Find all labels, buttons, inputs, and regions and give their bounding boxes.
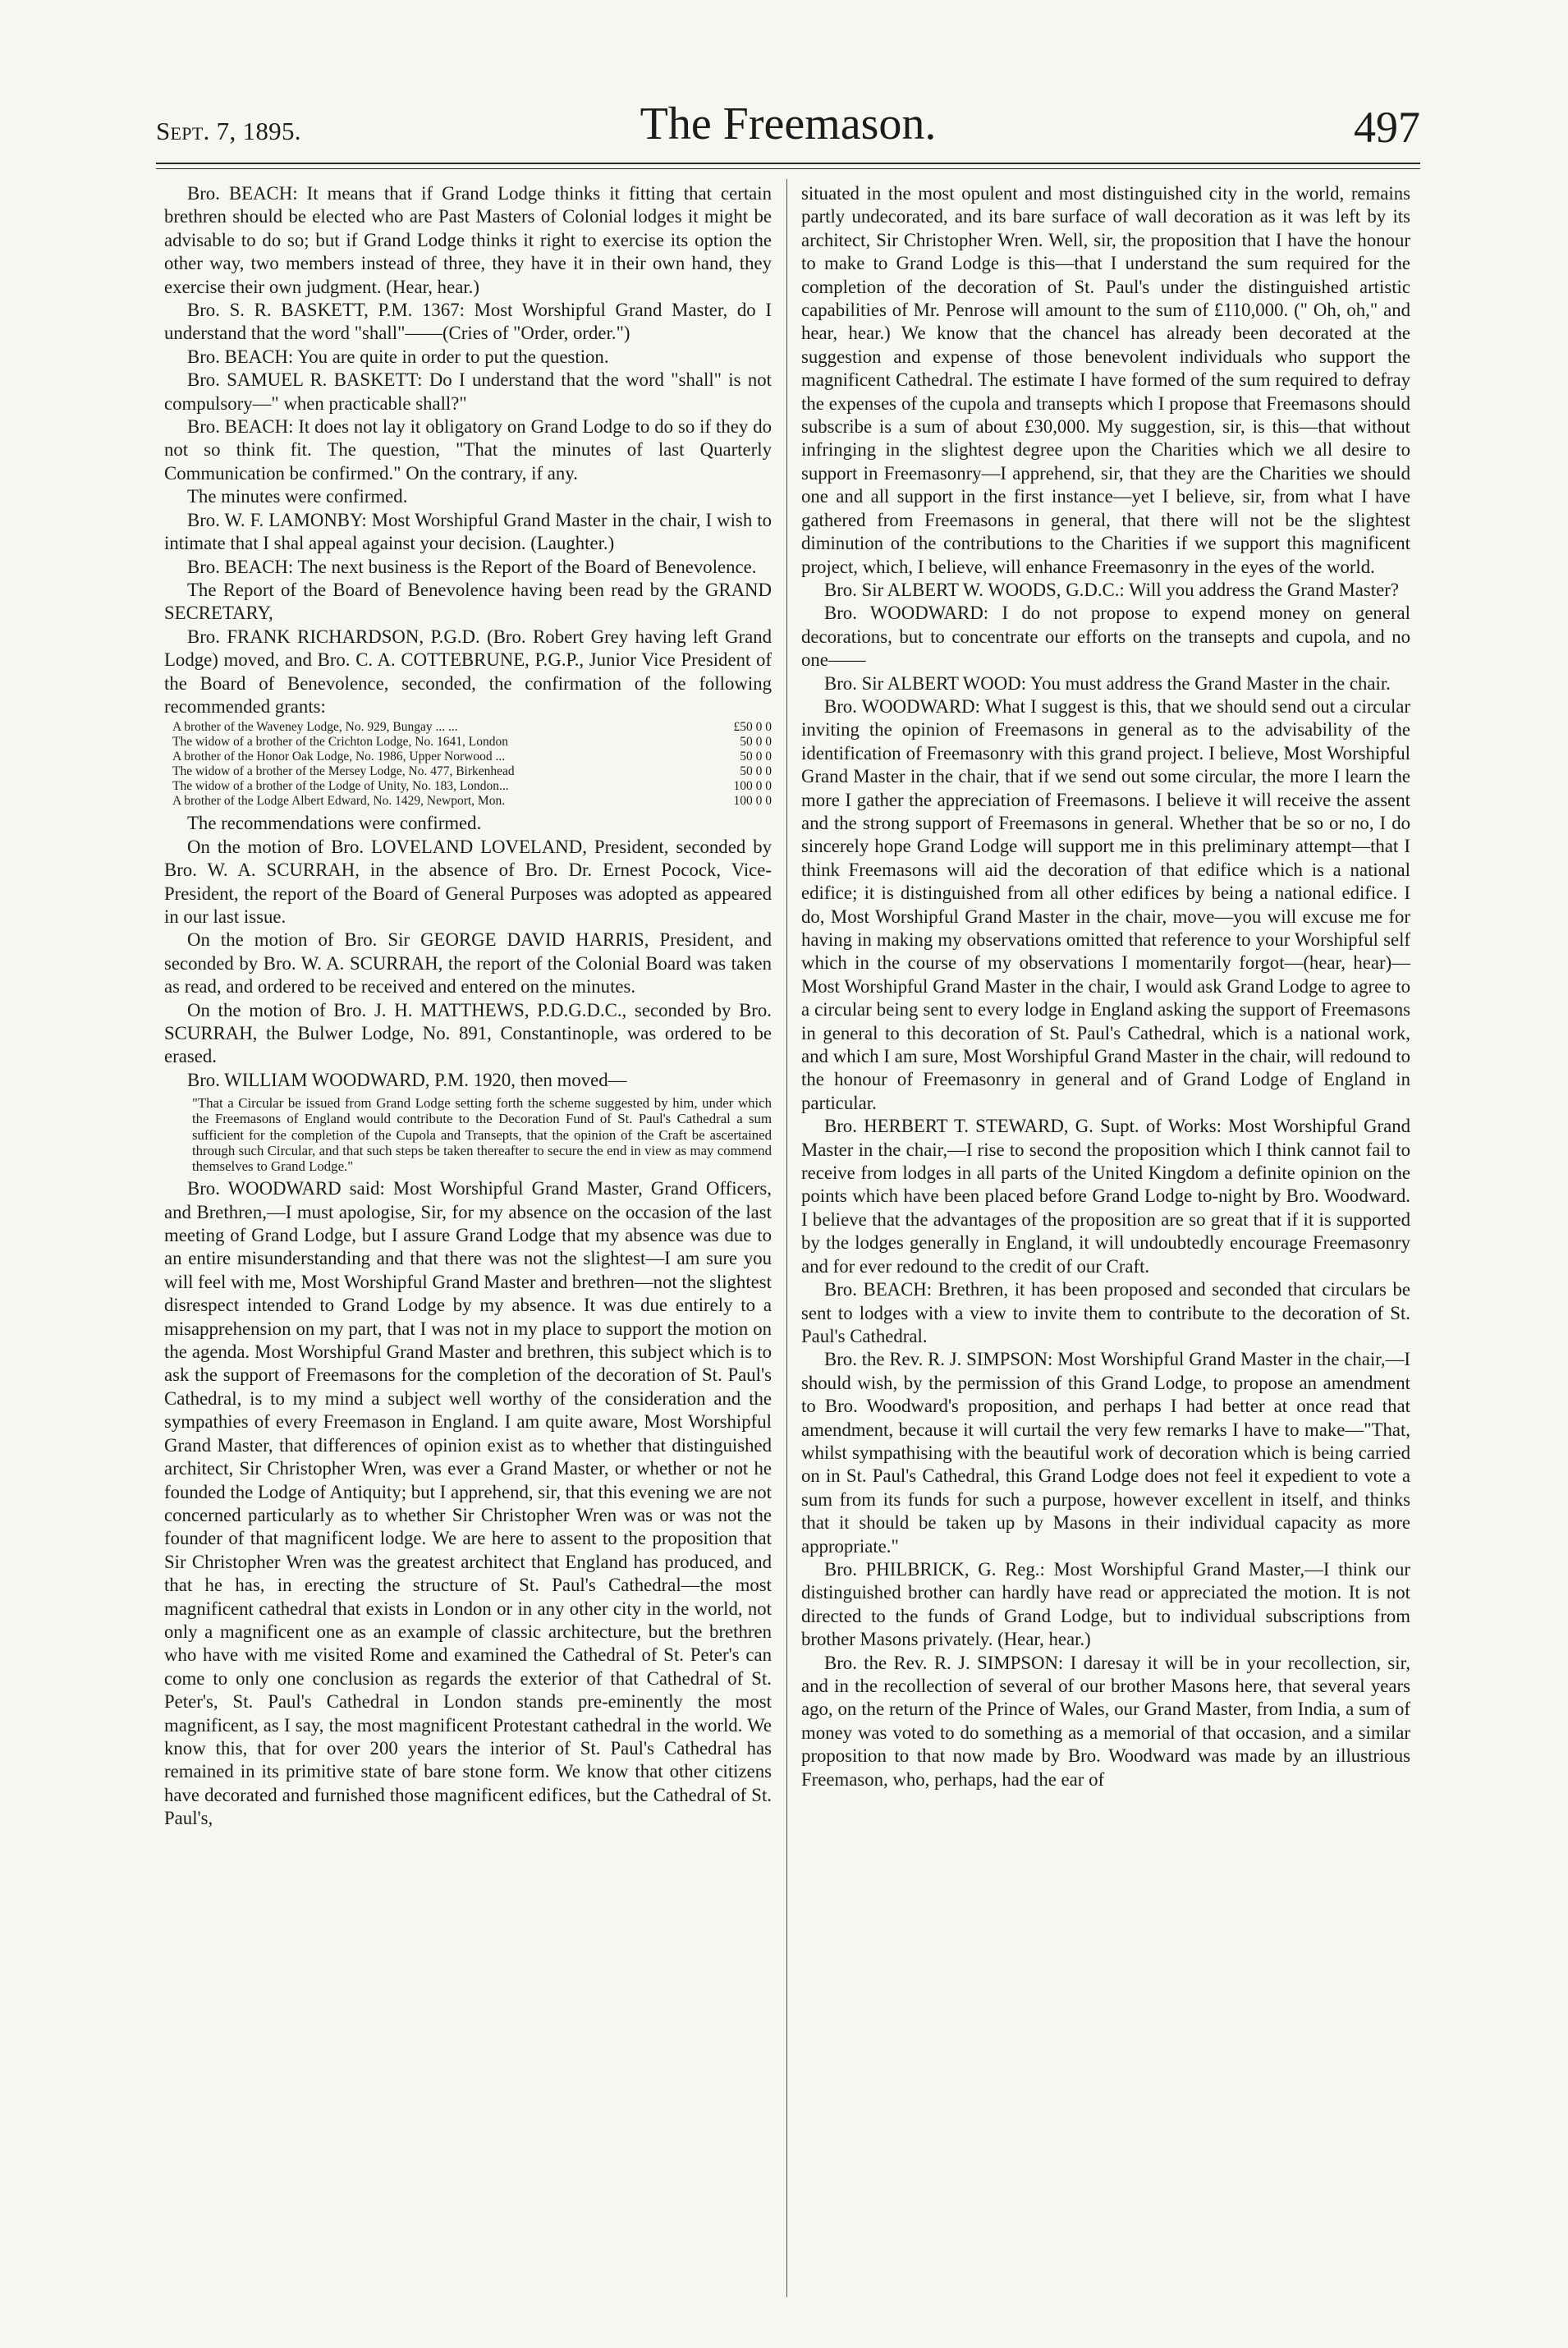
paragraph: Bro. BEACH: The next business is the Report of the Board of Benevolence.: [187, 556, 757, 577]
paragraph: On the motion of Bro. Sir GEORGE DAVID HARRIS, President, and seconded by Bro. W. A. SCURRAH, the report of the Colonial Board was taken as read, and ordered to be received and entered on the minutes.: [164, 929, 772, 997]
paragraph: Bro. the Rev. R. J. SIMPSON: I daresay it will be in your recollection, sir, and in the recollection of several of our brother Masons here, that several years ago, on the return of the Prince of Wales, our Grand Master, from India, a sum of money was voted to do something as a memorial of that occasion, and a similar proposition to that now made by Bro. Woodward was made by an illustrious Freemason, who, perhaps, had the ear of: [801, 1652, 1410, 1790]
grant-description: A brother of the Waveney Lodge, No. 929, Bungay ... ...: [172, 720, 458, 735]
header-rule-thin: [156, 168, 1420, 169]
paragraph: Bro. the Rev. R. J. SIMPSON: Most Worshipful Grand Master in the chair,—I should wish, by the permission of this Grand Lodge, to propose an amendment to Bro. Woodward's proposition, and perhaps I had better at once read that amendment, because it will curtail the very few remarks I have to make—"That, whilst sympathising with the beautiful work of decoration which is being carried on in St. Paul's Cathedral, this Grand Lodge does not feel it expedient to vote a sum from its funds for such a purpose, however excellent in itself, and thinks that it should be taken up by Masons in their individual capacity as more appropriate.": [801, 1349, 1410, 1557]
column-divider: [786, 179, 787, 2297]
grant-amount: £50 0 0: [733, 720, 772, 735]
issue-date: Sept. 7, 1895.: [156, 117, 301, 145]
newspaper-title: The Freemason.: [640, 99, 937, 149]
grant-amount: 50 0 0: [740, 750, 772, 764]
paragraph: Bro. PHILBRICK, G. Reg.: Most Worshipful Grand Master,—I think our distinguished brother can hardly have read or appreciated the motion. It is not directed to the funds of Grand Lodge, but to individual subscriptions from brother Masons privately. (Hear, hear.): [801, 1558, 1410, 1650]
masthead: [156, 97, 1420, 154]
grant-row: [172, 764, 772, 779]
grant-description: The widow of a brother of the Mersey Lodge, No. 477, Birkenhead: [172, 764, 515, 779]
paragraph: Bro. W. F. LAMONBY: Most Worshipful Grand Master in the chair, I wish to intimate that I shal appeal against your decision. (Laughter.): [164, 509, 772, 554]
header-rule: [156, 163, 1420, 164]
grant-row: [172, 720, 772, 735]
left-column: [164, 182, 772, 1831]
paragraph: On the motion of Bro. J. H. MATTHEWS, P.D.G.D.C., seconded by Bro. SCURRAH, the Bulwer Lodge, No. 891, Constantinople, was ordered to be erased.: [164, 999, 772, 1067]
paragraph: Bro. S. R. BASKETT, P.M. 1367: Most Worshipful Grand Master, do I understand that the word "shall"——(Cries of "Order, order."): [164, 300, 772, 344]
grants-list: [172, 720, 772, 809]
grant-row: [172, 735, 772, 750]
paragraph: Bro. BEACH: Brethren, it has been proposed and seconded that circulars be sent to lodges with a view to invite them to contribute to the decoration of St. Paul's Cathedral.: [801, 1279, 1410, 1346]
paragraph: Bro. WOODWARD said: Most Worshipful Grand Master, Grand Officers, and Brethren,—I must apologise, Sir, for my absence on the occasion of the last meeting of Grand Lodge, but I assure Grand Lodge that my absence was due to an entire misunderstanding and that there was not the slightest—I am sure you will feel with me, Most Worshipful Grand Master and brethren—not the slightest disrespect intended to Grand Lodge by my absence. It was due entirely to a misapprehension on my part, that I was not in my place to support the motion on the agenda. Most Worshipful Grand Master and brethren, this subject which is to ask the support of Freemasons for the completion of the decoration of St. Paul's Cathedral, is to my mind a subject well worthy of the consideration and the sympathies of every Freemason in England. I am quite aware, Most Worshipful Grand Master, that differences of opinion exist as to whether that distinguished architect, Sir Christopher Wren, was ever a Grand Master, or whether or not he founded the Lodge of Antiquity; but I apprehend, sir, that this evening we are not concerned particularly as to whether Sir Christopher Wren was or was not the founder of that magnificent lodge. We are here to assent to the proposition that Sir Christopher Wren was the greatest architect that England has produced, and that he has, in erecting the structure of St. Paul's Cathedral—the most magnificent cathedral that exists in London or in any other city in the world, not only a magnificent one as an example of classic architecture, but the brethren who have with me visited Rome and examined the Cathedral of St. Peter's can come to only one conclusion as regards the exterior of that Cathedral of St. Peter's, St. Paul's Cathedral in London stands pre-eminently the most magnificent, as I say, the most magnificent Protestant cathedral in the world. We know this, that for over 200 years the interior of St. Paul's Cathedral has remained in its primitive state of bare stone form. We know that other citizens have decorated and furnished those magnificent edifices, but the Cathedral of St. Paul's,: [164, 1178, 772, 1829]
grant-description: A brother of the Honor Oak Lodge, No. 1986, Upper Norwood ...: [172, 750, 506, 764]
grant-description: The widow of a brother of the Crichton Lodge, No. 1641, London: [172, 735, 508, 750]
grant-amount: 100 0 0: [733, 794, 772, 809]
page-number: 497: [1354, 103, 1420, 152]
resolution-quote: "That a Circular be issued from Grand Lodge setting forth the scheme suggested by him, under which the Freemasons of England would contribute to the Decoration Fund of St. Paul's Cathedral a sum sufficient for the completion of the Cupola and Transepts, that the opinion of the Craft be ascertained through such Circular, and that such steps be taken thereafter to secure the end in view as may commend themselves to Grand Lodge.": [192, 1095, 772, 1175]
grant-row: [172, 794, 772, 809]
grant-row: [172, 750, 772, 764]
paragraph: Bro. WOODWARD: What I suggest is this, that we should send out a circular inviting the opinion of Freemasons in general as to the advisability of the identification of Freemasonry with this grand project. I believe, Most Worshipful Grand Master in the chair, that if we send out some circular, the more I learn the more I gather the appreciation of Freemasons. I believe it will receive the assent and the strong support of Freemasons in general. Whether that be so or no, I do sincerely hope Grand Lodge will support me in this preliminary attempt—that I think Freemasons will aid the decoration of that edifice which is a national edifice; it is distinguished from all other edifices by being a national edifice. I do, Most Worshipful Grand Master in the chair, move—you will excuse me for having in making my observations omitted that reference to your Worshipful self which in the course of my observations I momentarily forgot—(hear, hear)—Most Worshipful Grand Master in the chair, I would ask Grand Lodge to agree to a circular being sent to every lodge in England asking the support of Freemasons in general to this decoration of St. Paul's Cathedral, which is a national work, and which I am sure, Most Worshipful Grand Master in the chair, will redound to the honour of Freemasonry in general and of Grand Lodge of England in particular.: [801, 695, 1410, 1113]
paragraph: The recommendations were confirmed.: [187, 813, 482, 834]
grant-description: A brother of the Lodge Albert Edward, No. 1429, Newport, Mon.: [172, 794, 506, 809]
grant-row: [172, 779, 772, 794]
paragraph: Bro. BEACH: It does not lay it obligatory on Grand Lodge to do so if they do not so think fit. The question, "That the minutes of last Quarterly Communication be confirmed." On the contrary, if any.: [164, 416, 772, 484]
right-column: [801, 182, 1410, 1791]
grant-amount: 50 0 0: [740, 735, 772, 750]
paragraph: situated in the most opulent and most distinguished city in the world, remains partly undecorated, and its bare surface of wall decoration as it was left by its architect, Sir Christopher Wren. Well, sir, the proposition that I have the honour to make to Grand Lodge is this—that I understand the sum required for the completion of the decoration of St. Paul's under the distinguished artistic capabilities of Mr. Penrose will amount to the sum of £110,000. (" Oh, oh," and hear, hear.) We know that the chancel has already been decorated at the suggestion and expense of those benevolent individuals who support the magnificent Cathedral. The estimate I have formed of the sum required to defray the expenses of the cupola and transepts which I propose that Freemasons should subscribe is a sum of about £30,000. My suggestion, sir, is this—that without infringing in the slightest degree upon the Charities which we all desire to support in Freemasonry—I apprehend, sir, that they are the Charities we should one and all support in the first instance—yet I believe, sir, from what I have gathered from Freemasons in general, that there will not be the slightest diminution of the contributions to the Charities if we support this magnificent project, which, I believe, will enhance Freemasonry in the eyes of the world.: [801, 183, 1410, 577]
paragraph: Bro. FRANK RICHARDSON, P.G.D. (Bro. Robert Grey having left Grand Lodge) moved, and Bro. C. A. COTTEBRUNE, P.G.P., Junior Vice President of the Board of Benevolence, seconded, the confirmation of the following recommended grants:: [164, 626, 772, 717]
paragraph: Bro. WOODWARD: I do not propose to expend money on general decorations, but to concentrate our efforts on the transepts and cupola, and no one——: [801, 603, 1410, 671]
paragraph: Bro. BEACH: You are quite in order to put the question.: [187, 346, 609, 367]
grant-amount: 50 0 0: [740, 764, 772, 779]
paragraph: The Report of the Board of Benevolence having been read by the GRAND SECRETARY,: [164, 579, 772, 624]
paragraph: Bro. Sir ALBERT W. WOODS, G.D.C.: Will you address the Grand Master?: [824, 579, 1399, 600]
grant-amount: 100 0 0: [733, 779, 772, 794]
paragraph: Bro. WILLIAM WOODWARD, P.M. 1920, then moved—: [187, 1069, 627, 1090]
paragraph: Bro. SAMUEL R. BASKETT: Do I understand that the word "shall" is not compulsory—" when practicable shall?": [164, 369, 772, 414]
paragraph: Bro. HERBERT T. STEWARD, G. Supt. of Works: Most Worshipful Grand Master in the chair,—I rise to second the proposition which I think cannot fail to receive from lodges in all parts of the United Kingdom a definite opinion on the points which have been placed before Grand Lodge to-night by Bro. Woodward. I believe that the advantages of the proposition are so great that if it is supported by the lodges generally in England, it will undoubtedly encourage Freemasonry and for ever redound to the credit of our Craft.: [801, 1116, 1410, 1277]
paragraph: On the motion of Bro. LOVELAND LOVELAND, President, seconded by Bro. W. A. SCURRAH, in the absence of Bro. Dr. Ernest Pocock, Vice-President, the report of the Board of General Purposes was adopted as appeared in our last issue.: [164, 836, 772, 927]
paragraph: Bro. BEACH: It means that if Grand Lodge thinks it fitting that certain brethren should be elected who are Past Masters of Colonial lodges it might be advisable to do so; but if Grand Lodge thinks it right to exercise its option the other way, two members instead of three, they have it in their own hand, they exercise their own judgment. (Hear, hear.): [164, 183, 772, 297]
paragraph: Bro. Sir ALBERT WOOD: You must address the Grand Master in the chair.: [824, 672, 1391, 694]
paragraph: The minutes were confirmed.: [187, 486, 408, 507]
grant-description: The widow of a brother of the Lodge of Unity, No. 183, London...: [172, 779, 509, 794]
